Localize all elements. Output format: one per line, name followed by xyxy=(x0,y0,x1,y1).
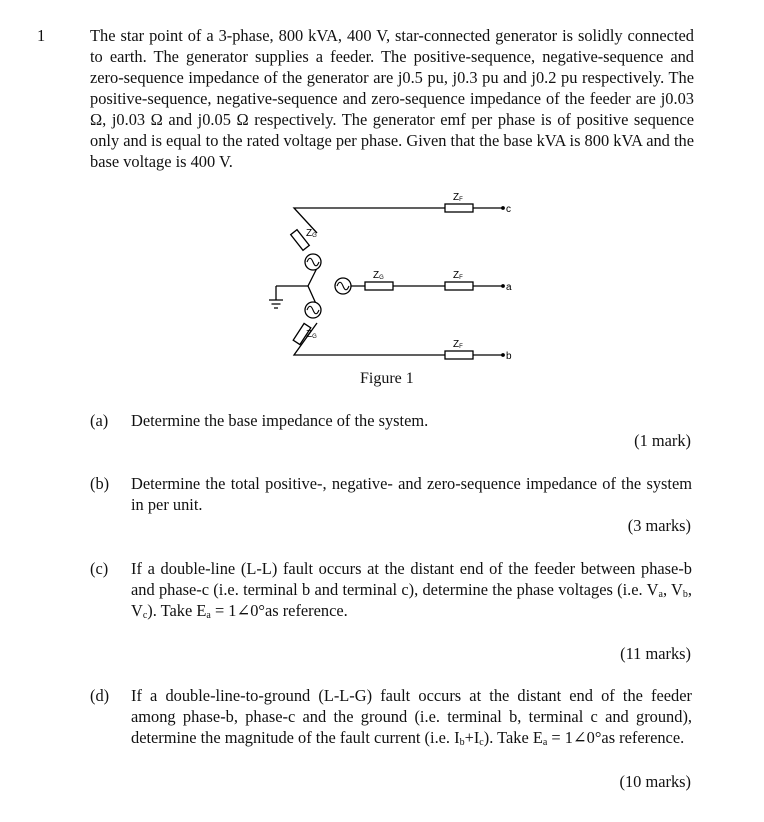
zg-bottom-label: ZG xyxy=(306,329,317,340)
terminal-c-label: c xyxy=(506,204,511,215)
zf-b-label: ZF xyxy=(453,339,463,350)
part-a-marks: (1 mark) xyxy=(634,431,691,450)
terminal-c-dot xyxy=(501,206,505,210)
part-c-label: (c) xyxy=(90,559,109,578)
part-a-text: Determine the base impedance of the system. xyxy=(131,411,429,430)
terminal-a-label: a xyxy=(506,282,512,293)
terminal-b-dot xyxy=(501,353,505,357)
part-c-text: If a double-line (L-L) fault occurs at the distant end of the feeder between phase-b and phase-c (i.e. terminal b and terminal c), determine the phase voltages (i.e. $V_a$, $V_b$, $V_c$). Take $E_a$ = 1∠0°as reference. xyxy=(131,559,692,621)
part-b-marks: (3 marks) xyxy=(627,516,691,535)
part-c-marks: (11 marks) xyxy=(620,644,691,663)
figure-caption: Figure 1 xyxy=(360,370,414,387)
source-bottom-icon xyxy=(305,302,321,318)
terminal-b-label: b xyxy=(506,351,512,362)
zg-top-label: ZG xyxy=(306,228,317,239)
zg-mid-impedance xyxy=(365,282,393,290)
part-b-text: Determine the total positive-, negative- and zero-sequence impedance of the system in per unit. xyxy=(131,474,692,514)
zf-c-label: ZF xyxy=(453,192,463,203)
zf-a-label: ZF xyxy=(453,270,463,281)
ground-symbol xyxy=(269,300,283,308)
part-d-marks: (10 marks) xyxy=(619,772,691,791)
terminal-a-dot xyxy=(501,284,505,288)
star-point-wires xyxy=(308,268,317,306)
zf-c-impedance xyxy=(445,204,473,212)
part-b-label: (b) xyxy=(90,474,110,493)
zf-b-impedance xyxy=(445,351,473,359)
part-d-label: (d) xyxy=(90,686,110,705)
question-number: 1 xyxy=(37,26,46,45)
zg-mid-label: ZG xyxy=(373,270,384,281)
bus-b-wire xyxy=(294,323,502,355)
part-d-text: If a double-line-to-ground (L-L-G) fault occurs at the distant end of the feeder among phase-b, phase-c and the ground (i.e. terminal b, terminal c and ground), determine the magnitude of the fault current (i.e. $I_b+I_c$). Take $E_a$ = 1∠0°as reference. xyxy=(131,686,692,748)
question-stem: The star point of a 3-phase, 800 kVA, 400 V, star-connected generator is solidly connected to earth. The generator supplies a feeder. The positive-sequence, negative-sequence and zero-sequence impedance of the generator are j0.5 pu, j0.3 pu and j0.2 pu respectively. The positive-sequence, negative-sequence and zero-sequence impedance of the feeder are j0.03 Ω, j0.03 Ω and j0.05 Ω respectively. The generator emf per phase is of positive sequence only and is equal to the rated voltage per phase. Given that the base kVA is 800 kVA and the base voltage is 400 V. xyxy=(90,26,694,171)
part-a-label: (a) xyxy=(90,411,109,430)
circuit-figure xyxy=(262,190,522,370)
zf-a-impedance xyxy=(445,282,473,290)
source-top-icon xyxy=(305,254,321,270)
source-mid-icon xyxy=(335,278,351,294)
circuit-diagram xyxy=(262,190,522,370)
